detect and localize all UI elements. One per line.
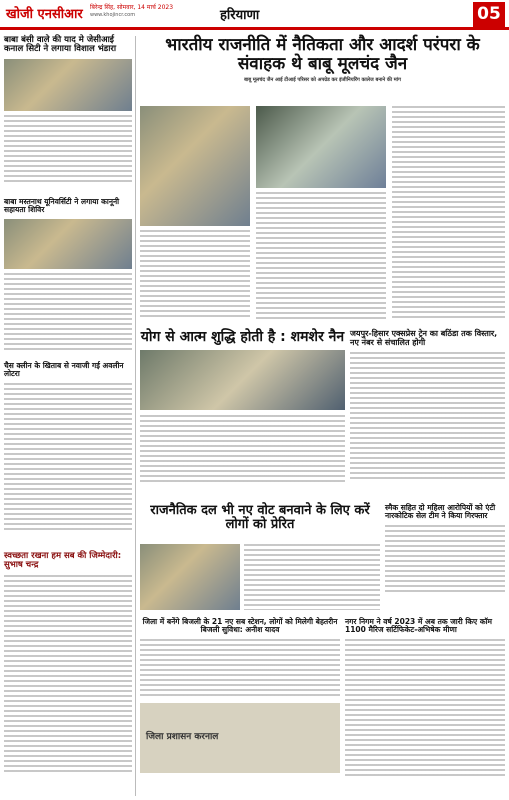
story-photo: [140, 544, 240, 610]
story-headline: स्वच्छता रखना हम सब की जिम्मेदारी: सुभाष चन्द्र: [4, 551, 122, 571]
story-headline: चैस क्लीन के खिताब से नवाजी गई अवलीन लोटरा: [4, 361, 124, 379]
story-headline: जयपुर-हिसार एक्सप्रेस ट्रेन का बठिंडा तक विस्तार, नए नंबर से संचालित होगी: [350, 329, 498, 347]
story-body: [4, 273, 132, 351]
story-body: [350, 352, 505, 482]
column-divider: [135, 36, 136, 796]
story-headline: राजनैतिक दल भी नए वोट बनवाने के लिए करें लोगों को प्रेरित: [150, 503, 370, 533]
newspaper-brand: खोजी एनसीआर: [6, 7, 83, 22]
story-7: [140, 504, 380, 614]
tagline: www.khojincr.com: [90, 12, 136, 18]
story-10: [345, 618, 505, 796]
story-body: [392, 106, 505, 320]
story-body: [4, 115, 132, 185]
story-headline: नगर निगम ने वर्ष 2023 में अब तक जारी किए कॉम 1100 मैरिज सर्टिफिकेट-अभिषेक मीणा: [345, 617, 493, 635]
story-9: [140, 618, 340, 796]
story-body: [345, 639, 505, 779]
story-5: [350, 330, 505, 500]
story-body: [140, 415, 345, 485]
section-title: हरियाणा: [220, 8, 260, 23]
story-headline: योग से आत्म शुद्धि होती है : शमशेर नैन: [140, 329, 345, 345]
story-photo: [4, 59, 132, 111]
story-body: [140, 230, 250, 320]
story-headline: स्मैक सहित दो महिला आरोपियों को एंटी नारकोटिक सेल टीम ने किया गिरफ्तार: [385, 503, 496, 521]
story-body: [4, 575, 132, 775]
story-headline: बाबा मस्तनाथ यूनिवर्सिटी ने लगाया कानूनी सहायता शिविर: [4, 197, 120, 215]
story-1: [4, 36, 132, 194]
story-photo: [140, 106, 250, 226]
story-photo: [256, 106, 386, 188]
story-photo: [140, 703, 340, 773]
story-2: [140, 36, 505, 326]
masthead: [0, 0, 509, 30]
story-body: [140, 639, 340, 699]
story-6: [4, 362, 132, 547]
story-photo: [140, 350, 345, 410]
story-8: [385, 504, 505, 614]
story-headline: भारतीय राजनीति में नैतिकता और आदर्श परंपरा के संवाहक थे बाबू मूलचंद जैन: [165, 35, 480, 74]
page-number: 05: [473, 2, 505, 27]
story-11: [4, 552, 132, 796]
story-body: [244, 544, 380, 610]
dateline: बिरेन्द्र सिंह, सोमवार, 14 मार्च 2023: [90, 4, 174, 11]
story-headline: जिला में बनेंगे बिजली के 21 नए सब स्टेशन, लोगों को मिलेगी बेहतरीन बिजली सुविधा: अनीश यादव: [142, 617, 338, 635]
story-3: [4, 198, 132, 356]
story-headline: बाबा बंसी वाले की याद मे जेसीआई कनाल सिटी ने लगाया विशाल भंडारा: [4, 35, 117, 55]
story-photo: [4, 219, 132, 269]
story-subhead: बाबू मूलचंद जैन आई टीआई परिसर को अपग्रेड कर इंजीनियरिंग कालेज बनाने की मांग: [244, 77, 401, 84]
story-4: [140, 330, 345, 500]
story-body: [4, 383, 132, 533]
photo-caption: जिला प्रशासन करनाल: [146, 731, 219, 742]
story-body: [385, 525, 505, 595]
story-body: [256, 192, 386, 320]
